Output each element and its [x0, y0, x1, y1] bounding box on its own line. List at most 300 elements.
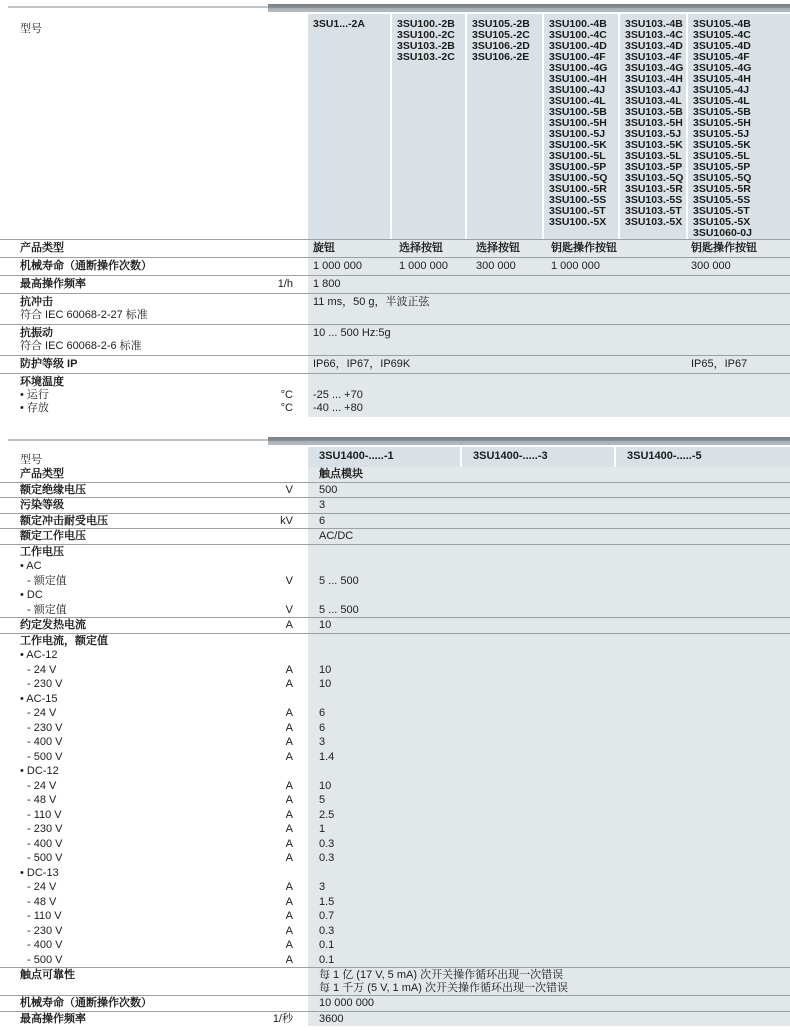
row-unit: A	[285, 794, 293, 806]
model-number: 3SU103.-4C	[625, 29, 683, 41]
spec-row	[0, 996, 790, 1012]
model-number: 3SU105.-4F	[693, 51, 750, 63]
value: 10 000 000	[319, 997, 375, 1009]
row-value	[308, 953, 790, 968]
table-top-bar	[0, 433, 790, 447]
value: 1 000 000	[399, 260, 448, 272]
col-gap	[293, 924, 308, 939]
col-gap	[293, 866, 308, 881]
row-value	[308, 721, 790, 736]
row-value	[308, 483, 790, 498]
spec-row	[0, 634, 790, 649]
model-number: 3SU103.-4B	[625, 18, 683, 30]
row-label	[0, 880, 250, 895]
spec-row	[0, 953, 790, 969]
row-label-text: - 48 V	[27, 895, 57, 908]
row-label-text: 机械寿命（通断操作次数）	[20, 260, 152, 272]
model-column	[467, 14, 542, 239]
row-value	[308, 706, 790, 721]
row-unit	[250, 374, 293, 417]
model-number: 3SU105.-5P	[693, 161, 751, 173]
col-gap	[293, 574, 308, 589]
col-gap	[293, 895, 308, 910]
col-gap	[293, 498, 308, 513]
row-unit: A	[285, 881, 293, 893]
model-number: 3SU103.-4G	[625, 62, 684, 74]
row-value	[308, 240, 790, 257]
value: 6	[319, 721, 326, 734]
row-label	[0, 750, 250, 765]
row-value	[308, 909, 790, 924]
row-unit	[250, 240, 293, 257]
spec-row	[0, 938, 790, 953]
row-label	[0, 677, 250, 692]
row-value	[308, 866, 790, 881]
spec-row	[0, 764, 790, 779]
model-number: 3SU1060-0J	[693, 227, 752, 239]
model-number: 3SU100.-5S	[549, 194, 607, 206]
row-unit: A	[285, 895, 293, 908]
top-rule-light	[8, 439, 268, 441]
row-unit: A	[285, 779, 293, 792]
row-label	[0, 603, 250, 618]
row-label-text: 额定绝缘电压	[20, 483, 86, 496]
row-unit: A	[285, 852, 293, 864]
model-number: 3SU105.-4H	[693, 73, 751, 85]
model-column	[620, 14, 686, 239]
spec-row	[0, 514, 790, 530]
row-unit: V	[285, 603, 293, 616]
row-value	[308, 514, 790, 529]
value: 选择按钮	[476, 242, 520, 254]
row-label-text: - 24 V	[27, 881, 57, 893]
model-number: 3SU100.-4F	[549, 51, 606, 63]
spec-row	[0, 618, 790, 634]
col-gap	[293, 325, 308, 355]
model-number: 3SU100.-4C	[549, 29, 607, 41]
row-label-text: - 400 V	[27, 736, 63, 748]
model-number: 3SU105.-4B	[693, 18, 751, 30]
value: 300 000	[476, 260, 516, 272]
row-label	[0, 618, 250, 633]
model-number: 3SU103.-4L	[625, 95, 682, 107]
row-label-text: 工作电流，额定值	[20, 634, 108, 647]
model-column	[308, 14, 390, 239]
row-unit: kV	[280, 514, 293, 527]
spec-row	[0, 545, 790, 560]
row-unit: 1/秒	[272, 1012, 293, 1025]
row-unit	[250, 559, 293, 574]
row-label	[0, 851, 250, 866]
value: 0.7	[319, 910, 335, 922]
row-unit: A	[285, 924, 293, 937]
row-label-text: 额定工作电压	[20, 530, 86, 542]
row-label	[0, 866, 250, 881]
spec-row	[0, 258, 790, 276]
row-unit	[250, 529, 293, 544]
spec-row	[0, 529, 790, 545]
row-unit	[250, 968, 293, 995]
model-number: 3SU106.-2E	[472, 51, 530, 63]
row-sublabel: • 存放	[20, 402, 49, 414]
col-gap	[293, 851, 308, 866]
row-value	[308, 618, 790, 633]
row-label	[0, 968, 250, 995]
col-gap	[293, 514, 308, 529]
top-rule-light	[8, 6, 268, 8]
model-column: 3SU1400-.....-5	[616, 447, 790, 467]
value: 6	[319, 514, 326, 527]
row-label-text: 工作电压	[20, 545, 64, 558]
row-label	[0, 514, 250, 529]
row-value	[308, 574, 790, 589]
col-gap	[293, 996, 308, 1011]
spec-row	[0, 851, 790, 866]
spec-table-actuators	[0, 0, 790, 417]
row-unit	[250, 996, 293, 1011]
spec-row	[0, 574, 790, 589]
col-gap	[293, 294, 308, 324]
value: IP65，IP67	[691, 358, 748, 370]
unit: °C	[280, 389, 293, 401]
spec-row	[0, 603, 790, 619]
row-value	[308, 938, 790, 953]
row-unit: 1/h	[277, 278, 293, 290]
model-number: 3SU103.-5L	[625, 150, 682, 162]
value: 500	[319, 483, 338, 496]
row-label	[0, 793, 250, 808]
row-unit: A	[285, 823, 293, 835]
model-number: 3SU100.-4D	[549, 40, 607, 52]
value: 1.4	[319, 750, 335, 763]
model-number: 3SU100.-5H	[549, 117, 607, 129]
value: 3	[319, 881, 326, 893]
row-label	[0, 1012, 250, 1027]
row-unit: A	[285, 678, 293, 690]
col-gap	[293, 938, 308, 953]
model-number: 3SU103.-5K	[625, 139, 683, 151]
spec-row	[0, 909, 790, 924]
row-label	[0, 325, 250, 355]
col-gap	[293, 750, 308, 765]
value: 0.1	[319, 953, 335, 966]
value: 2.5	[319, 808, 335, 821]
model-number: 3SU103.-5X	[625, 216, 683, 228]
model-number: 3SU103.-4J	[625, 84, 682, 96]
row-label	[0, 648, 250, 663]
row-unit	[250, 764, 293, 779]
model-column	[392, 14, 465, 239]
model-number: 3SU100.-5X	[549, 216, 607, 228]
col-gap	[293, 467, 308, 482]
row-value	[308, 677, 790, 692]
col-gap	[293, 793, 308, 808]
row-unit: A	[285, 939, 293, 951]
row-label	[0, 559, 250, 574]
row-value	[308, 634, 790, 649]
model-number: 3SU100.-2B	[397, 18, 455, 30]
row-value	[308, 793, 790, 808]
row-value	[308, 603, 790, 618]
row-unit: A	[285, 750, 293, 763]
row-value: 10 ... 500 Hz:5g	[308, 325, 790, 355]
spec-row	[0, 467, 790, 483]
row-label-text: • DC-12	[20, 765, 59, 777]
row-unit	[250, 692, 293, 707]
model-number: 3SU100.-5P	[549, 161, 607, 173]
row-label-text: - 500 V	[27, 953, 63, 966]
row-value	[308, 808, 790, 823]
unit: °C	[280, 402, 293, 414]
value: 1.5	[319, 895, 335, 908]
spec-row	[0, 648, 790, 663]
model-number: 3SU105.-5Q	[693, 172, 752, 184]
row-value	[308, 996, 790, 1011]
col-gap	[293, 258, 308, 275]
col-gap	[293, 837, 308, 852]
spec-row	[0, 895, 790, 910]
spec-row	[0, 779, 790, 794]
model-number: 3SU100.-5Q	[549, 172, 608, 184]
row-unit: A	[285, 721, 293, 734]
row-label	[0, 294, 250, 324]
spec-row	[0, 750, 790, 765]
spec-row	[0, 483, 790, 499]
row-label	[0, 953, 250, 968]
row-label	[0, 276, 250, 293]
top-rule-dark	[268, 437, 790, 445]
spec-row	[0, 356, 790, 374]
col-gap	[293, 483, 308, 498]
value-line: 每 1 千万 (5 V, 1 mA) 次开关操作循环出现一次错误	[319, 981, 568, 994]
value: 0.3	[319, 837, 335, 850]
model-number: 3SU103.-5T	[625, 205, 682, 217]
spec-table-contact-modules	[0, 433, 790, 1026]
value: 钥匙操作按钮	[691, 242, 757, 254]
spec-row	[0, 793, 790, 808]
row-label	[0, 588, 250, 603]
model-number: 3SU103.-5R	[625, 183, 683, 195]
model-number: 3SU105.-4G	[693, 62, 752, 74]
col-gap	[293, 721, 308, 736]
row-label	[0, 374, 250, 417]
col-gap	[293, 880, 308, 895]
row-label	[0, 764, 250, 779]
row-label-text: - 24 V	[27, 779, 57, 792]
model-number: 3SU100.-5K	[549, 139, 607, 151]
model-header-row	[0, 14, 790, 240]
value-line: 每 1 亿 (17 V, 5 mA) 次开关操作循环出现一次错误	[319, 969, 564, 981]
row-value	[308, 356, 790, 373]
model-number: 3SU103.-2B	[397, 40, 455, 52]
model-number: 3SU105.-5B	[693, 106, 751, 118]
spec-row	[0, 837, 790, 852]
row-unit: A	[285, 619, 293, 631]
value: 旋钮	[313, 242, 335, 254]
row-value	[308, 837, 790, 852]
col-gap	[293, 968, 308, 995]
row-unit: A	[285, 663, 293, 676]
model-number: 3SU103.-4H	[625, 73, 683, 85]
row-label	[0, 808, 250, 823]
model-header-row	[0, 447, 790, 467]
row-label	[0, 706, 250, 721]
model-number: 3SU105.-5R	[693, 183, 751, 195]
row-sublabel: 符合 IEC 60068-2-27 标准	[20, 309, 148, 321]
spec-row	[0, 240, 790, 258]
spec-row	[0, 588, 790, 603]
row-label	[0, 909, 250, 924]
row-label	[0, 467, 250, 482]
row-unit: A	[285, 910, 293, 922]
col-gap	[293, 677, 308, 692]
model-number: 3SU103.-5B	[625, 106, 683, 118]
spec-row	[0, 822, 790, 837]
value: -25 ... +70	[313, 389, 363, 401]
spec-row	[0, 866, 790, 881]
model-number: 3SU103.-4D	[625, 40, 683, 52]
value-blank	[313, 376, 790, 389]
row-label-text: - 230 V	[27, 924, 63, 937]
model-number: 3SU103.-5J	[625, 128, 682, 140]
value: 1 000 000	[551, 260, 600, 272]
model-number: 3SU105.-4D	[693, 40, 751, 52]
row-value	[308, 498, 790, 513]
model-number: 3SU1...-2A	[313, 18, 365, 30]
row-label-text: 最高操作频率	[20, 278, 86, 290]
row-sublabel: 符合 IEC 60068-2-6 标准	[20, 340, 142, 352]
model-number: 3SU103.-5S	[625, 194, 683, 206]
row-label	[0, 837, 250, 852]
top-rule-dark	[268, 4, 790, 12]
spec-row	[0, 692, 790, 707]
row-value	[308, 968, 790, 995]
row-unit	[250, 294, 293, 324]
value: 钥匙操作按钮	[551, 242, 617, 254]
col-gap	[293, 374, 308, 417]
col-gap	[293, 356, 308, 373]
value: IP66，IP67，IP69K	[313, 358, 411, 370]
col-gap	[293, 603, 308, 618]
row-label-text: - 110 V	[27, 910, 62, 922]
spec-row	[0, 1012, 790, 1027]
table-top-bar	[0, 0, 790, 14]
row-label-text: - 400 V	[27, 939, 63, 951]
spec-row	[0, 706, 790, 721]
value: 6	[319, 707, 326, 719]
model-number: 3SU103.-4F	[625, 51, 682, 63]
value: 300 000	[691, 260, 731, 272]
model-number: 3SU106.-2D	[472, 40, 530, 52]
model-number: 3SU100.-4B	[549, 18, 607, 30]
spec-row	[0, 294, 790, 325]
row-value	[308, 880, 790, 895]
spec-row	[0, 276, 790, 294]
model-number: 3SU103.-5Q	[625, 172, 684, 184]
value: 触点模块	[319, 468, 363, 480]
row-value	[308, 258, 790, 275]
value: 10	[319, 678, 332, 690]
row-label-text: 产品类型	[20, 242, 64, 254]
row-unit: A	[285, 808, 293, 821]
unit-blank	[250, 376, 293, 389]
row-value: 11 ms，50 g，半波正弦	[308, 294, 790, 324]
model-number: 3SU100.-4L	[549, 95, 606, 107]
model-number: 3SU105.-5J	[693, 128, 750, 140]
row-unit: V	[285, 483, 293, 496]
row-label	[0, 663, 250, 678]
col-gap	[293, 953, 308, 968]
spec-row	[0, 325, 790, 356]
col-gap	[293, 240, 308, 257]
row-label-text: - 48 V	[27, 794, 57, 806]
col-gap	[293, 618, 308, 633]
row-label-text: 抗冲击	[20, 296, 53, 308]
row-unit	[250, 648, 293, 663]
value: 5	[319, 794, 326, 806]
value: 1 000 000	[313, 260, 362, 272]
row-label	[0, 735, 250, 750]
model-number: 3SU103.-2C	[397, 51, 455, 63]
row-label-text: 防护等级 IP	[20, 358, 78, 370]
row-label-text: • AC-15	[20, 692, 58, 705]
row-label-text: - 400 V	[27, 837, 63, 850]
spec-row	[0, 498, 790, 514]
row-value	[308, 663, 790, 678]
row-label-text: - 额定值	[27, 574, 67, 587]
model-row-label: 型号	[20, 454, 42, 466]
row-value	[308, 924, 790, 939]
row-value	[308, 895, 790, 910]
row-label-text: 污染等级	[20, 499, 64, 511]
col-gap	[293, 559, 308, 574]
row-label	[0, 895, 250, 910]
row-label-text: • DC	[20, 589, 43, 601]
row-label	[0, 258, 250, 275]
row-value	[308, 559, 790, 574]
model-number: 3SU105.-5S	[693, 194, 751, 206]
col-gap	[293, 706, 308, 721]
row-label	[0, 529, 250, 544]
row-label-text: 产品类型	[20, 468, 64, 480]
model-number: 3SU105.-4L	[693, 95, 750, 107]
model-number: 3SU105.-2B	[472, 18, 530, 30]
col-gap	[293, 545, 308, 560]
row-label	[0, 721, 250, 736]
model-number: 3SU105.-2C	[472, 29, 530, 41]
row-unit	[250, 588, 293, 603]
row-label	[0, 692, 250, 707]
spec-row	[0, 808, 790, 823]
value: 选择按钮	[399, 242, 443, 254]
model-number: 3SU105.-5L	[693, 150, 750, 162]
model-number: 3SU100.-4H	[549, 73, 607, 85]
row-value	[308, 735, 790, 750]
row-label-text: 环境温度	[20, 376, 64, 388]
row-label-text: • AC-12	[20, 649, 58, 661]
row-label-text: - 230 V	[27, 721, 63, 734]
model-number: 3SU105.-5X	[693, 216, 751, 228]
model-number: 3SU103.-5P	[625, 161, 683, 173]
col-gap	[293, 588, 308, 603]
value: -40 ... +80	[313, 402, 363, 414]
col-gap	[293, 779, 308, 794]
row-value	[308, 851, 790, 866]
row-label-text: - 230 V	[27, 823, 63, 835]
row-sublabel: • 运行	[20, 389, 49, 401]
model-number: 3SU105.-4J	[693, 84, 750, 96]
row-label-text: 触点可靠性	[20, 969, 75, 981]
